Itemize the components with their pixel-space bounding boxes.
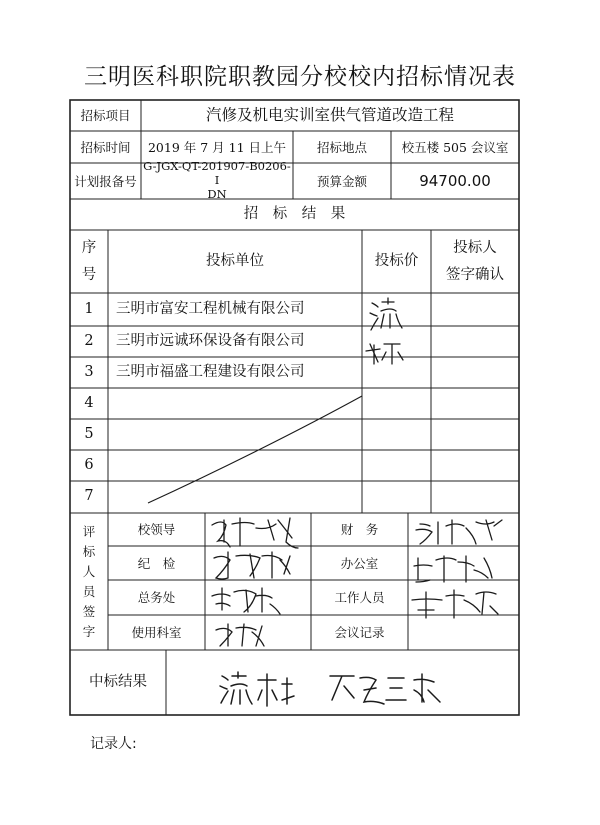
role-office: 办公室 [340,555,379,571]
row-3-no: 3 [84,363,94,380]
row-6-no: 6 [84,456,94,473]
role-school-leader: 校领导 [137,522,176,537]
signature-staff [412,590,498,618]
seq-header-line1: 序 [81,240,97,257]
role-discipline: 纪 检 [137,555,176,571]
project-label: 招标项目 [80,108,131,123]
plan-no-line1: G-JGX-QT-201907-B0206-I [143,159,291,188]
row-2-no: 2 [84,332,94,349]
bidder-header: 投标单位 [206,252,264,269]
time-label: 招标时间 [80,139,131,155]
result-label: 中标结果 [89,673,147,690]
confirm-header-line1: 投标人 [453,240,497,257]
reviewers-label-char: 人 [82,563,96,579]
signature-using-department [216,624,264,646]
price-handwriting [366,298,403,364]
role-meeting-record: 会议记录 [334,625,385,640]
recorder-label: 记录人: [90,736,137,752]
row-1-unit: 三明市富安工程机械有限公司 [116,300,305,317]
page-title: 三明医科职院职教园分校校内招标情况表 [84,64,516,90]
reviewers-label-char: 字 [82,623,96,639]
row-1-no: 1 [84,300,94,317]
reviewers-label-char: 标 [82,543,96,559]
role-staff: 工作人员 [334,590,385,605]
row-3-unit: 三明市福盛工程建设有限公司 [116,363,305,380]
budget-value: 94700.00 [419,172,491,190]
signature-general-affairs [212,588,280,614]
signature-finance [416,520,502,544]
location-value: 校五楼 505 会议室 [401,139,509,155]
role-finance: 财 务 [340,522,379,537]
project-value: 汽修及机电实训室供气管道改造工程 [205,106,454,125]
location-label: 招标地点 [316,139,367,155]
plan-no-line2: DN [207,186,227,201]
result-handwriting [220,672,440,706]
confirm-header [431,230,519,293]
seq-header [70,230,108,293]
signature-discipline [214,552,290,579]
row-2-unit: 三明市远诚环保设备有限公司 [116,332,305,349]
budget-label: 预算金额 [316,173,367,189]
time-value: 2019 年 7 月 11 日上午 [147,139,287,155]
price-header: 投标价 [374,252,419,269]
reviewers-label [70,513,108,650]
signature-school-leader [212,518,298,548]
confirm-header-line2: 签字确认 [446,266,504,283]
results-header: 招 标 结 果 [243,205,346,222]
reviewers-label-char: 评 [82,523,96,539]
reviewers-label-char: 员 [82,583,96,599]
row-4-no: 4 [84,394,94,411]
plan-no-value [141,159,293,201]
plan-no-label: 计划报备号 [74,173,137,189]
role-using-department: 使用科室 [131,625,182,640]
row-7-no: 7 [84,488,94,505]
seq-header-line2: 号 [81,266,97,283]
row-5-no: 5 [84,425,94,442]
signature-office [414,556,492,582]
reviewers-label-char: 签 [82,603,96,619]
role-general-affairs: 总务处 [137,590,176,605]
